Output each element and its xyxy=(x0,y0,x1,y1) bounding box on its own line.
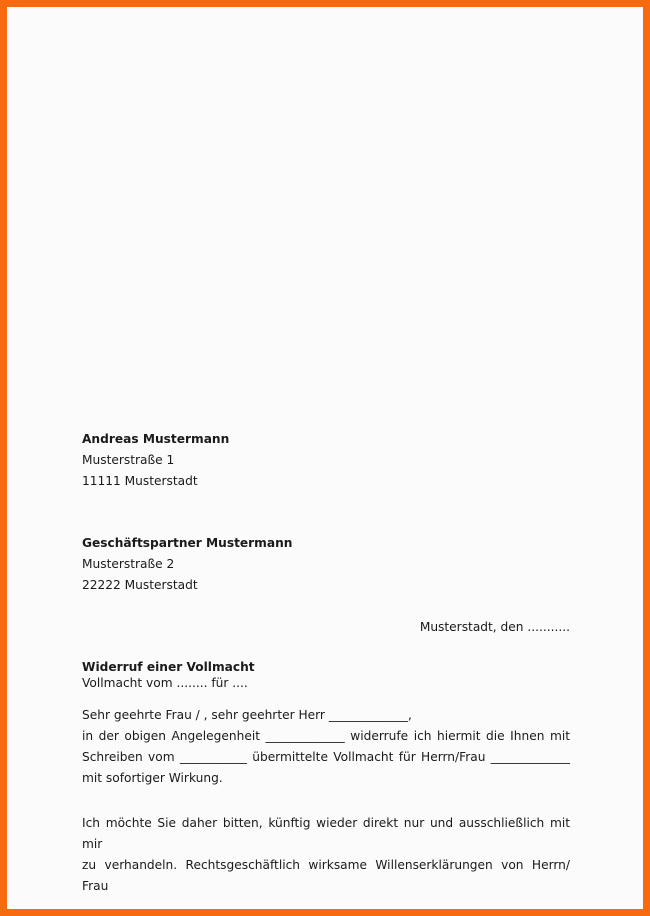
sender-city: 11111 Musterstadt xyxy=(82,474,198,488)
sender-address xyxy=(82,429,570,492)
body-paragraph-1 xyxy=(82,705,570,789)
recipient-street: Musterstraße 2 xyxy=(82,557,175,571)
sender-street: Musterstraße 1 xyxy=(82,453,175,467)
recipient-city: 22222 Musterstadt xyxy=(82,578,198,592)
body-line: zu verhandeln. Rechtsgeschäftlich wirksame Willenserklärungen von Herrn/ Frau xyxy=(82,858,570,893)
body-paragraph-2 xyxy=(82,813,570,897)
subject-block xyxy=(82,659,570,691)
body-line: in der obigen Angelegenheit _____________ widerrufe ich hiermit die Ihnen mit xyxy=(82,729,570,743)
body-line: mit sofortiger Wirkung. xyxy=(82,771,223,785)
recipient-name: Geschäftspartner Mustermann xyxy=(82,536,293,550)
subject-title: Widerruf einer Vollmacht xyxy=(82,660,255,674)
sender-name: Andreas Mustermann xyxy=(82,432,230,446)
subject-subtitle: Vollmacht vom ........ für .... xyxy=(82,676,248,690)
date-line: Musterstadt, den ........... xyxy=(419,620,570,634)
body-line: Schreiben vom ___________ übermittelte Vollmacht für Herrn/Frau _____________ xyxy=(82,750,570,764)
letter-page xyxy=(7,7,643,909)
body-line: Ich möchte Sie daher bitten, künftig wieder direkt nur und ausschließlich mit mir xyxy=(82,816,570,851)
recipient-address xyxy=(82,533,570,596)
salutation: Sehr geehrte Frau / , sehr geehrter Herr _____________, xyxy=(82,708,412,722)
